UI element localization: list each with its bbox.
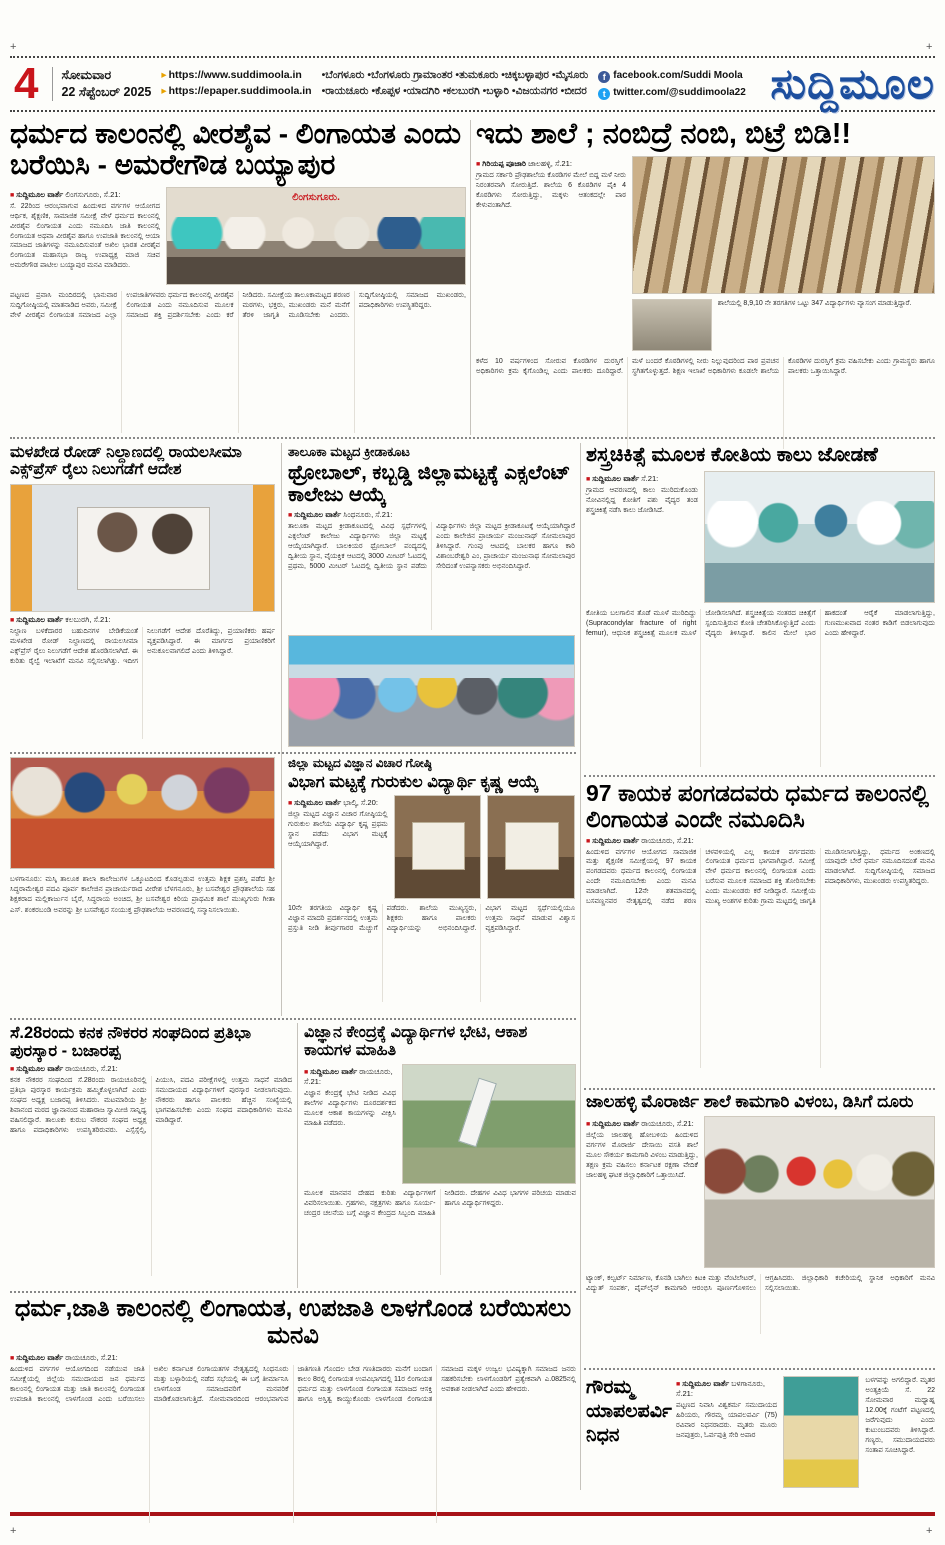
headline: ಇದು ಶಾಲೆ ; ನಂಬಿದ್ರೆ ನಂಬಿ, ಬಿಟ್ರೆ ಬಿಡಿ!! [476, 118, 852, 150]
byline: ■ ಸುದ್ದಿಮೂಲ ವಾರ್ತೆ ರಾಯಚೂರು, ಸೆ.21: [10, 1352, 118, 1362]
article-science-centre-visit [304, 1024, 576, 1275]
photo-veterinary-surgery [704, 471, 935, 603]
byline-bullet-icon: ■ [288, 800, 295, 808]
byline: ■ ಸುದ್ದಿಮೂಲ ವಾರ್ತೆ ಬಳಗಾನೂರು, ಸೆ.21: [676, 1379, 765, 1398]
kicker: ಜಿಲ್ಲಾ ಮಟ್ಟದ ವಿಜ್ಞಾನ ವಿಚಾರ ಗೋಷ್ಠಿ [288, 756, 432, 770]
byline-bullet-icon: ■ [10, 1065, 17, 1073]
crop-mark: + [926, 1525, 933, 1537]
photo-press-conference [166, 187, 466, 285]
photo-memorandum-submission [704, 1116, 935, 1268]
crop-mark: + [10, 1525, 17, 1537]
section-divider [10, 1291, 576, 1293]
url-bullet-icon: ▸ [161, 85, 167, 97]
headline: 97 ಕಾಯಕ ಪಂಗಡದವರು ಧರ್ಮದ ಕಾಲಂನಲ್ಲಿ ಲಿಂಗಾಯತ ಎಂದೇ ನಮೂದಿಸಿ [586, 780, 929, 832]
headline: ಜಾಲಹಳ್ಳಿ ಮೊರಾರ್ಜಿ ಶಾಲೆ ಕಾಮಗಾರಿ ವಿಳಂಬ, ಡಿಸಿಗೆ ದೂರು [586, 1092, 914, 1111]
date-block [52, 67, 151, 101]
article-college-sports [288, 444, 575, 747]
column-divider [281, 443, 282, 1016]
article-monkey-surgery [586, 444, 935, 767]
section-divider [10, 752, 576, 754]
article-obituary [586, 1376, 935, 1488]
byline: ■ ಗಿರಿಯಪ್ಪ ಪೂಜಾರಿ ಜಾಲಹಳ್ಳಿ, ಸೆ.21: [476, 159, 572, 169]
article-body-continued: ಪಟ್ಟಣದ ಪ್ರವಾಸಿ ಮಂದಿರದಲ್ಲಿ ಭಾನುವಾರ ಸುದ್ದಿಗೋಷ್ಠಿಯಲ್ಲಿ ಮಾತನಾಡಿದ ಅವರು, ಸಮೀಕ್ಷೆ ವೇಳೆ ವೀರಶೈವ ಲಿಂಗಾಯತ ಸಮಾಜದ ಎಲ್ಲಾ ಉಪಜಾತಿಗಳವರು ಧರ್ಮದ ಕಾಲಂನಲ್ಲಿ ವೀರಶೈವ ಲಿಂಗಾಯತ ಎಂದು ನಮೂದಿಸುವ ಮೂಲಕ ಸಮಾಜದ ಶಕ್ತಿ ಪ್ರದರ್ಶಿಸಬೇಕು ಎಂದು ಕರೆ ನೀಡಿದರು. ಸಮೀಕ್ಷೆಯ ತಾಲೂಕಾಮಟ್ಟದ ಶರಣರ ಮಠಗಳು, ಭಕ್ತರು, ಮುಖಂಡರು ಮನೆ ಮನೆಗೆ ತೆರಳಿ ಜಾಗೃತಿ ಮೂಡಿಸಬೇಕು ಎಂದರು. ಸುದ್ದಿಗೋಷ್ಠಿಯಲ್ಲಿ ಸಮಾಜದ ಮುಖಂಡರು, ಪದಾಧಿಕಾರಿಗಳು ಉಪಸ್ಥಿತರಿದ್ದರು. [10, 291, 466, 319]
byline-bullet-icon: ■ [586, 1121, 593, 1129]
section-divider [584, 1368, 935, 1370]
byline-bullet-icon: ■ [288, 511, 295, 519]
byline: ■ ಸುದ್ದಿಮೂಲ ವಾರ್ತೆ ರಾಯಚೂರು, ಸೆ.21: [10, 1063, 118, 1073]
article-body-continued: ಬಳಗವನ್ನು ಅಗಲಿದ್ದಾರೆ. ಮೃತರ ಅಂತ್ಯಕ್ರಿಯೆ ಸೆ. 22 ಸೋಮವಾರ ಮಧ್ಯಾಹ್ನ 12.00ಕ್ಕೆ ಗಂಟೆಗೆ ಪಟ್ಟಣದಲ್ಲಿ ಜರೆಗುವುದು ಎಂದು ಕುಟುಂಬದವರು ತಿಳಿಸಿದ್ದಾರೆ. ಗಣ್ಯರು, ಸಮುದಾಯದವರು ಸಂತಾಪ ಸೂಚಿಸಿದ್ದಾರೆ. [865, 1377, 935, 1454]
article-body: ಪಟ್ಟಣದ ನಿವಾಸಿ ವಿಶ್ವಕರ್ಮ ಸಮುದಾಯದ ಹಿರಿಯರು, ಗೌರಮ್ಮ ಯಾಪಲಪರ್ವಿ (75) ರವಿವಾರ ನಿಧನರಾದರು. ಮೃತರು ಮೂರು ಜನಪುತ್ರರು, ಓರ್ವಪುತ್ರಿ ಸೇರಿ ಅಪಾರ [676, 1402, 778, 1439]
column-divider [470, 120, 471, 435]
article-lalagonda-request [10, 1296, 576, 1523]
cities-line1: •ಬೆಂಗಳೂರು •ಬೆಂಗಳೂರು ಗ್ರಾಮಾಂತರ •ತುಮಕೂರು •ಚಿಕ್ಕಬಳ್ಳಾಪುರ •ಮೈಸೂರು [321, 69, 589, 82]
byline-bullet-icon: ■ [10, 191, 17, 199]
social-block [598, 67, 746, 101]
article-body-continued: ಟ್ಯಾಂಕ್, ಕಲ್ವರ್ಟ್ ನಿರ್ಮಾಣ, ಕೊನಡಿ ಬಾಗಿಲು ಕಿಟಕಿ ಮತ್ತು ವೆಂಟಿಲೇಟರ್, ವಿದ್ಯುತ್ ಸಂಪರ್ಕ, ಪೈಪ್‌ಲೈನ್ ಕಾಮಗಾರಿ ಆರಂಭಿಸಿ ಪೂರ್ಣಗೊಳಿಸಲು ಆಗ್ರಹಿಸಿದರು. ಜಿಲ್ಲಾಧಿಕಾರಿ ಕಚೇರಿಯಲ್ಲಿ ಸ್ಥಾನಿಕ ಅಧಿಕಾರಿಗೆ ಮನವಿ ಸಲ್ಲಿಸಲಾಯಿತು. [586, 1275, 935, 1292]
article-kanaka-award [10, 1024, 292, 1276]
byline: ■ ಸುದ್ದಿಮೂಲ ವಾರ್ತೆ ಲಿಂಗಸುಗೂರು, ಸೆ.21: [10, 189, 121, 199]
byline: ■ ಸುದ್ದಿಮೂಲ ವಾರ್ತೆ ಭಾಲ್ಕಿ, ಸೆ.20: [288, 798, 378, 808]
byline: ■ ಸುದ್ದಿಮೂಲ ವಾರ್ತೆ ಸೆ.21: [586, 474, 659, 484]
section-divider [584, 775, 935, 777]
article-body: ವಿಜ್ಞಾನ ಕೇಂದ್ರಕ್ಕೆ ಭೇಟಿ ನೀಡಿದ ವಿವಿಧ ಶಾಲೆಗಳ ವಿದ್ಯಾರ್ಥಿಗಳು ದೂರದರ್ಶಕದ ಮೂಲಕ ಆಕಾಶ ಕಾಯಗಳನ್ನು ವೀಕ್ಷಿಸಿ ಮಾಹಿತಿ ಪಡೆದರು. [304, 1089, 396, 1127]
headline: ಥ್ರೋಬಾಲ್, ಕಬ್ಬಡ್ಡಿ ಜಿಲ್ಲಾಮಟ್ಟಕ್ಕೆ ಎಕ್ಸಲೆಂಟ್ ಕಾಲೇಜು ಆಯ್ಕೆ [288, 462, 571, 507]
photo-location-label: ಲಿಂಗಸುಗೂರು. [292, 191, 340, 203]
photo-trophy-team [288, 635, 575, 747]
website-url: ▸ https://www.suddimoola.in [161, 69, 302, 82]
byline-bullet-icon: ■ [10, 616, 17, 624]
photo-school-inset [632, 299, 712, 351]
article-body: ಜಿಲ್ಲೆಯ ಜಾಲಹಳ್ಳಿ ಹೋಬಳಿಯ ಹಿಂದುಳಿದ ವರ್ಗಗಳ ಮೊರಾರ್ಜಿ ದೇಸಾಯಿ ವಸತಿ ಶಾಲೆ ಮೂಲ ಸೌಕರ್ಯ ಕಾಮಗಾರಿ ವಿಳಂಬ ಮಾಡುತ್ತಿದ್ದು, ತಕ್ಷಣ ಕ್ರಮ ವಹಿಸಲು ಕರ್ನಾಟಕ ರಕ್ಷಣಾ ವೇದಿಕೆ ಜಾಲಹಳ್ಳಿ ಘಟಕ ಜಿಲ್ಲಾಧಿಕಾರಿಗೆ ಒತ್ತಾಯಿಸಿದೆ. [586, 1132, 698, 1179]
photo-felicitation-event [10, 757, 275, 869]
article-body: ಸೆ. 22ರಿಂದ ಆರಂಭವಾಗುವ ಹಿಂದುಳಿದ ವರ್ಗಗಳ ಆಯೋಗದ ಆರ್ಥಿಕ, ಶೈಕ್ಷಣಿಕ, ಸಾಮಾಜಿಕ ಸಮೀಕ್ಷೆ ವೇಳೆ ಧರ್ಮದ ಕಾಲಂನಲ್ಲಿ ವೀರಶೈವ ಲಿಂಗಾಯತ ಎಂದು ನಮೂದಿಸಿ ಜಾತಿ ಕಾಲಂನಲ್ಲಿ ಲಿಂಗಾಯತ ಅಥವಾ ವೀರಶೈವ ಹಾಗೂ ಉಪಜಾತಿ ಕಾಲಂನಲ್ಲಿ ಆಯಾ ಸಮಾಜದ ಜಾತಿಗಳನ್ನು ನಮೂದಿಸುವಂತೆ ಅಖಿಲ ಭಾರತ ವೀರಶೈವ ಲಿಂಗಾಯತ ಮಹಾಸಭಾ ರಾಜ್ಯ ಉಪಾಧ್ಯಕ್ಷ ಮಾಜಿ ಸಚಿವ ಅಮರೇಗೌಡ ಪಾಟೀಲ ಬಯ್ಯಾಪುರ ಮನವಿ ಮಾಡಿದರು. [10, 202, 160, 270]
section-divider [584, 1088, 935, 1090]
byline: ■ ಸುದ್ದಿಮೂಲ ವಾರ್ತೆ ಕಲಬುರಗಿ, ಸೆ.21: [10, 614, 111, 624]
article-body-continued: ಕೋತಿಯ ಬಲಗಾಲಿನ ತೊಡೆ ಮೂಳೆ ಮುರಿದಿದ್ದು (Supracondylar fracture of right femur), ಆಧುನಿಕ ಶಸ್ತ್ರಚಿಕಿತ್ಸೆ ಮೂಲಕ ಮೂಳೆ ಜೋಡಿಸಲಾಗಿದೆ. ಶಸ್ತ್ರಚಿಕಿತ್ಸೆಯ ನಂತರದ ಚಿಕಿತ್ಸೆಗೆ ಸ್ಪಂದಿಸುತ್ತಿರುವ ಕೋತಿ ಚೇತರಿಸಿಕೊಳ್ಳುತ್ತಿದೆ ಎಂದು ವೈದ್ಯರು ತಿಳಿಸಿದ್ದಾರೆ. ಕಾಲಿನ ಮೇಲೆ ಭಾರ ಹಾಕದಂತೆ ಆರೈಕೆ ಮಾಡಲಾಗುತ್ತಿದ್ದು, ಗುಣಮುಖವಾದ ನಂತರ ಕಾಡಿಗೆ ಬಿಡಲಾಗುವುದು ಎಂದು ಹೇಳಿದ್ದಾರೆ. [586, 610, 935, 638]
article-gurukul-student [288, 756, 575, 1002]
photo-deceased-portrait [783, 1376, 859, 1488]
article-body: ಕನಕ ನೌಕರರ ಸಂಘದಿಂದ ಸೆ.28ರಂದು ರಾಯಚೂರಿನಲ್ಲಿ ಪ್ರತಿಭಾ ಪುರಸ್ಕಾರ ಕಾರ್ಯಕ್ರಮ ಹಮ್ಮಿಕೊಳ್ಳಲಾಗಿದೆ ಎಂದು ಸಂಘದ ಅಧ್ಯಕ್ಷ ಬಜಾರಪ್ಪ ತಿಳಿಸಿದರು. ಮಟಮಾರಿಯ ಶ್ರೀ ಶಿವಾನಂದ ಮಠದ ಜ್ಞಾನಾನಂದ ಮಹಾರಾಜ ಸ್ವಾಮೀಜಿ ಸಾನ್ನಿಧ್ಯ ವಹಿಸಲಿದ್ದಾರೆ. ತಾಲೂಕು ಕುರುಬ ನೌಕರರ ಸಂಘದ ಅಧ್ಯಕ್ಷ ಹಾಗೂ ಪದಾಧಿಕಾರಿಗಳು ಉಪಸ್ಥಿತರಿರುವರು. ಎಸ್ಸೆಸ್ಸೆಲ್ಸಿ, ಪಿಯುಸಿ, ಪದವಿ ಪರೀಕ್ಷೆಗಳಲ್ಲಿ ಉತ್ತಮ ಸಾಧನೆ ಮಾಡಿದ ಸಮುದಾಯದ ವಿದ್ಯಾರ್ಥಿಗಳಿಗೆ ಪುರಸ್ಕಾರ ನೀಡಲಾಗುವುದು. ನೌಕರರು ಹಾಗೂ ಪಾಲಕರು ಹೆಚ್ಚಿನ ಸಂಖ್ಯೆಯಲ್ಲಿ ಭಾಗವಹಿಸಬೇಕು ಎಂದು ಸಂಘದ ಪದಾಧಿಕಾರಿಗಳು ಮನವಿ ಮಾಡಿದ್ದಾರೆ. [10, 1076, 292, 1134]
facebook-handle: f facebook.com/Suddi Moola [598, 67, 746, 84]
edition-cities [322, 68, 589, 100]
date-label: 22 ಸೆಪ್ಟೆಂಬರ್ 2025 [61, 85, 152, 99]
headline: ಸೆ.28ರಂದು ಕನಕ ನೌಕರರ ಸಂಘದಿಂದ ಪ್ರತಿಭಾ ಪುರಸ್ಕಾರ - ಬಜಾರಪ್ಪ [10, 1024, 252, 1061]
photo-certificate-award-2 [487, 795, 575, 899]
article-body: ಹಿಂದುಳಿದ ವರ್ಗಗಳ ಆಯೋಗದ ಸಾಮಾಜಿಕ ಮತ್ತು ಶೈಕ್ಷಣಿಕ ಸಮೀಕ್ಷೆಯಲ್ಲಿ 97 ಕಾಯಕ ಪಂಗಡದವರು ಧರ್ಮದ ಕಾಲಂನಲ್ಲಿ ಲಿಂಗಾಯತ ಎಂದೇ ನಮೂದಿಸಬೇಕು ಎಂದು ಮನವಿ ಮಾಡಲಾಗಿದೆ. 12ನೇ ಶತಮಾನದಲ್ಲಿ ಬಸವಣ್ಣನವರ ನೇತೃತ್ವದಲ್ಲಿ ನಡೆದ ಶರಣ ಚಳವಳಿಯಲ್ಲಿ ಎಲ್ಲ ಕಾಯಕ ವರ್ಗದವರು ಲಿಂಗಾಯತ ಧರ್ಮದ ಭಾಗವಾಗಿದ್ದಾರೆ. ಸಮೀಕ್ಷೆ ವೇಳೆ ಧರ್ಮದ ಕಾಲಂನಲ್ಲಿ ಲಿಂಗಾಯತ ಎಂದು ಬರೆಸುವ ಮೂಲಕ ಸಮಾಜದ ಶಕ್ತಿ ತೋರಿಸಬೇಕು ಎಂದು ಮುಖಂಡರು ಕರೆ ನೀಡಿದ್ದಾರೆ. ಸಮೀಕ್ಷೆಯ ಮುಖ್ಯ ಅಂಶಗಳ ಕುರಿತು ಗ್ರಾಮ ಮಟ್ಟದಲ್ಲಿ ಜಾಗೃತಿ ಮೂಡಿಸಲಾಗುತ್ತಿದ್ದು, ಧರ್ಮದ ಅಂಕಣದಲ್ಲಿ ಯಾವುದೇ ಬೇರೆ ಧರ್ಮ ನಮೂದಿಸದಂತೆ ಮನವಿ ಮಾಡಲಾಗಿದೆ. ಸುದ್ದಿಗೋಷ್ಠಿಯಲ್ಲಿ ಸಮಾಜದ ಪದಾಧಿಕಾರಿಗಳು, ಮುಖಂಡರು ಉಪಸ್ಥಿತರಿದ್ದರು. [586, 848, 935, 906]
headline: ವಿಜ್ಞಾನ ಕೇಂದ್ರಕ್ಕೆ ವಿದ್ಯಾರ್ಥಿಗಳ ಭೇಟಿ, ಆಕಾಶ ಕಾಯಗಳ ಮಾಹಿತಿ [304, 1024, 528, 1059]
article-body: ತಾಲೂಕಾ ಮಟ್ಟದ ಕ್ರೀಡಾಕೂಟದಲ್ಲಿ ವಿವಿಧ ಸ್ಪರ್ಧೆಗಳಲ್ಲಿ ಎಕ್ಸಲೆಂಟ್ ಕಾಲೇಜು ವಿದ್ಯಾರ್ಥಿಗಳು ಜಿಲ್ಲಾ ಮಟ್ಟಕ್ಕೆ ಆಯ್ಕೆಯಾಗಿದ್ದಾರೆ. ಬಾಲಕಿಯರ ಥ್ರೋಬಾಲ್ ಪಂದ್ಯದಲ್ಲಿ ದ್ವಿತೀಯ ಸ್ಥಾನ, ವೈಯಕ್ತಿಕ ಆಟದಲ್ಲಿ 3000 ಮೀಟರ್ ಓಟದಲ್ಲಿ ಪ್ರಥಮ, 5000 ಮೀಟರ್ ಓಟದಲ್ಲಿ ದ್ವಿತೀಯ ಸ್ಥಾನ ಪಡೆದು ವಿದ್ಯಾರ್ಥಿಗಳು ಜಿಲ್ಲಾ ಮಟ್ಟದ ಕ್ರೀಡಾಕೂಟಕ್ಕೆ ಆಯ್ಕೆಯಾಗಿದ್ದಾರೆ ಎಂದು ಕಾಲೇಜಿನ ಪ್ರಾಚಾರ್ಯ ಮಂಜುನಾಥ್ ಸೋಮಲಾಪುರ ತಿಳಿಸಿದ್ದಾರೆ. ಗುಂಪು ಆಟದಲ್ಲಿ ಬಾಲಕರ ಹಾಗೂ ಕಾರಿ ವಿಶಾಂಬರೇಶ್ವರಿ ಎಂ, ಪ್ರಾಚಾರ್ಯ ಮಂಜುನಾಥ ಸೋಮಲಾಪುರ ಸೇರಿದಂತೆ ಉಪನ್ಯಾಸಕರು ಅಭಿನಂದಿಸಿದ್ದಾರೆ. [288, 522, 575, 570]
url-bullet-icon: ▸ [161, 69, 167, 82]
article-body: ಗ್ರಾಮದ ಆವರಣದಲ್ಲಿ ಕಾಲು ಮುರಿದುಕೊಂಡು ನೋವಿನಲ್ಲಿದ್ದ ಕೋತಿಗೆ ಪಶು ವೈದ್ಯರ ತಂಡ ಶಸ್ತ್ರಚಿಕಿತ್ಸೆ ನಡೆಸಿ ಕಾಲು ಜೋಡಿಸಿದೆ. [586, 487, 698, 515]
twitter-handle: t twitter.com/@suddimoola22 [598, 84, 746, 101]
column-divider [297, 1023, 298, 1288]
headline: ಮಳಖೇಡ ರೋಡ್ ನಿಲ್ದಾಣದಲ್ಲಿ ರಾಯಲಸೀಮಾ ಎಕ್ಸ್‌ಪ್ರೆಸ್ ರೈಲು ನಿಲುಗಡೆಗೆ ಆದೇಶ [10, 444, 242, 479]
cities-line2: •ರಾಯಚೂರು •ಕೊಪ್ಪಳ •ಯಾದಗಿರಿ •ಕಲಬುರಗಿ •ಬಳ್ಳಾರಿ •ವಿಜಯನಗರ •ಬೀದರ [321, 85, 587, 97]
crop-mark: + [926, 41, 933, 53]
photo-damaged-roof [632, 156, 935, 294]
byline-bullet-icon: ■ [586, 476, 593, 484]
photo-document-handover [10, 484, 275, 612]
day-label: ಸೋಮವಾರ [61, 68, 112, 83]
article-body-continued: ಕಳೆದ 10 ವರ್ಷಗಳಿಂದ ಸೋರುವ ಕೊಠಡಿಗಳ ದುರಸ್ತಿಗೆ ಅಧಿಕಾರಿಗಳು ಕ್ರಮ ಕೈಗೊಂಡಿಲ್ಲ ಎಂದು ಪಾಲಕರು ದೂರಿದ್ದಾರೆ. ಮಳೆ ಬಂದರೆ ಕೊಠಡಿಗಳಲ್ಲಿ ನೀರು ನಿಲ್ಲುವುದರಿಂದ ಪಾಠ ಪ್ರವಚನ ಸ್ಥಗಿತಗೊಳ್ಳುತ್ತದೆ. ಶಿಕ್ಷಣ ಇಲಾಖೆ ಅಧಿಕಾರಿಗಳು ಕೂಡಲೇ ಶಾಲೆಯ ಕೊಠಡಿಗಳ ದುರಸ್ತಿಗೆ ಕ್ರಮ ವಹಿಸಬೇಕು ಎಂದು ಗ್ರಾಮಸ್ಥರು ಹಾಗೂ ಪಾಲಕರು ಒತ್ತಾಯಿಸಿದ್ದಾರೆ. [476, 358, 935, 376]
headline: ಗೌರಮ್ಮ ಯಾಪಲಪರ್ವಿ ನಿಧನ [586, 1377, 672, 1446]
article-body: ಗ್ರಾಮದ ಸರ್ಕಾರಿ ಪ್ರೌಢಶಾಲೆಯ ಕೊಠಡಿಗಳ ಮೇಲೆ ಬಿದ್ದ ಮಳೆ ನೀರು ನಿರಂತರವಾಗಿ ಸೋರುತ್ತಿದೆ. ಶಾಲೆಯ 6 ಕೊಠಡಿಗಳ ಪೈಕಿ 4 ಕೊಠಡಿಗಳು ಸೋರುತ್ತಿದ್ದು, ಮಕ್ಕಳು ಆತಂಕದಲ್ಲೇ ಪಾಠ ಕೇಳುವಂತಾಗಿದೆ. [476, 172, 626, 210]
article-body: ಹಿಂದುಳಿದ ವರ್ಗಗಳ ಆಯೋಗದಿಂದ ನಡೆಯುವ ಜಾತಿ ಸಮೀಕ್ಷೆಯಲ್ಲಿ ಜಿಲ್ಲೆಯ ಸಮುದಾಯದ ಜನ ಧರ್ಮದ ಕಾಲಂನಲ್ಲಿ ಲಿಂಗಾಯತ ಮತ್ತು ಜಾತಿ ಕಾಲಂನಲ್ಲಿ ಲಿಂಗಾಯತ ಉಪಜಾತಿ ಕಾಲಂನಲ್ಲಿ ಲಾಳಗೊಂಡ ಎಂದು ಬರೆಯಿಸಲು ಅಖಿಲ ಕರ್ನಾಟಕ ಲಿಂಗಾಯತಗಳ ನೇತೃತ್ವದಲ್ಲಿ ಸಿಂಧನೂರು ಮತ್ತು ಬಳ್ಳಾರಿಯಲ್ಲಿ ನಡೆದ ಸಭೆಯಲ್ಲಿ ಈ ಬಗ್ಗೆ ತೀರ್ಮಾನಿಸಿ ಲಾಳಗೊಂಡ ಸಮಾಜದವರಿಗೆ ಮನವರಿಕೆ ಮಾಡಿಕೊಡಲಾಗುತ್ತಿದೆ. ಸೋಮವಾರದಿಂದ ಆರಂಭವಾಗುವ ಜಾತಿಗಣತಿ ಗೊಂದಲ ಬೇಡ ಗಣತಿದಾರರು ಮನೆಗೆ ಬಂದಾಗ ಕಾಲಂ 8ರಲ್ಲಿ ಲಿಂಗಾಯತ ಉಪವಿಭಾಗದಲ್ಲಿ 11ರ ಲಿಂಗಾಯತ ಧರ್ಮದ ಮತ್ತು ಲಾಳಗೊಂಡ ಲಿಂಗಾಯತ ಸಮಾಜದ ಆಸಕ್ತಿ ಹಾಗೂ ಅಸ್ತಿತ್ವ ಕಾಯ್ದುಕೊಂಡು ಲಾಳಗೊಂಡ ಲಿಂಗಾಯತ ಸಮಾಜದ ಮಕ್ಕಳ ಉಜ್ವಲ ಭವಿಷ್ಯಕ್ಕಾಗಿ ಸಮಾಜದ ಜನರು ಸಹಕರಿಸಬೇಕು ಲಾಳಗೊಂಡರಿಗೆ ಪ್ರತ್ಯೇಕವಾಗಿ ಎ.0825ನಲ್ಲಿ ಅವಕಾಶ ನೀಡಲಾಗಿದೆ ಎಂದು ಹೇಳಿದರು. [10, 1365, 576, 1403]
photonews-teacher-award [10, 757, 275, 915]
article-dharma-column [10, 118, 466, 433]
headline: ಶಸ್ತ್ರಚಿಕಿತ್ಸೆ ಮೂಲಕ ಕೋತಿಯ ಕಾಲು ಜೋಡಣೆ [586, 444, 878, 466]
byline-bullet-icon: ■ [586, 837, 593, 845]
byline-bullet-icon: ■ [10, 1354, 17, 1362]
byline: ■ ಸುದ್ದಿಮೂಲ ವಾರ್ತೆ ರಾಯಚೂರು, ಸೆ.21: [304, 1066, 393, 1086]
photo-telescope-students [402, 1064, 576, 1184]
headline: ಧರ್ಮದ ಕಾಲಂನಲ್ಲಿ ವೀರಶೈವ - ಲಿಂಗಾಯತ ಎಂದು ಬರೆಯಿಸಿ - ಅಮರೇಗೌಡ ಬಯ್ಯಾಪುರ [10, 118, 462, 181]
article-school-believe [476, 118, 935, 449]
byline-bullet-icon: ■ [476, 161, 483, 169]
photo-certificate-award-1 [394, 795, 482, 899]
byline: ■ ಸುದ್ದಿಮೂಲ ವಾರ್ತೆ ಸಿಂಧನೂರು, ಸೆ.21: [288, 509, 393, 519]
newspaper-logo: ಸುದ್ದಿಮೂಲ [770, 59, 935, 107]
byline-bullet-icon: ■ [304, 1068, 311, 1076]
facebook-icon: f [598, 71, 610, 83]
article-kayaka-97 [586, 781, 935, 1068]
article-morarji-school [586, 1092, 935, 1334]
epaper-url: ▸ https://epaper.suddimoola.in [161, 85, 312, 97]
headline: ವಿಭಾಗ ಮಟ್ಟಕ್ಕೆ ಗುರುಕುಲ ವಿದ್ಯಾರ್ಥಿ ಕೃಷ್ಣ ಆಯ್ಕೆ [288, 773, 539, 791]
masthead [10, 56, 935, 112]
page-number: 4 [14, 59, 39, 109]
byline-bullet-icon: ■ [676, 1381, 683, 1388]
article-body-continued: ಮೂಲಕ ಮಾನವನ ದೇಹದ ಕುರಿತು ವಿದ್ಯಾರ್ಥಿಗಳಿಗೆ ವಿವರಿಸಲಾಯಿತು. ಗ್ರಹಗಳು, ನಕ್ಷತ್ರಗಳು ಹಾಗೂ ಸೂರ್ಯ-ಚಂದ್ರರ ಚಲನೆಯ ಬಗ್ಗೆ ವಿಜ್ಞಾನ ಕೇಂದ್ರದ ಸಿಬ್ಬಂದಿ ಮಾಹಿತಿ ನೀಡಿದರು. ದೇಹಗಳ ವಿವಿಧ ಭಾಗಗಳ ಪರಿಚಯ ಮಾಡುವ ಹಾಗೂ ವಿದ್ಯಾರ್ಥಿಗಳಿದ್ದರು. [304, 1189, 576, 1217]
article-body: ಶಾಲೆಯಲ್ಲಿ 8,9,10 ನೇ ತರಗತಿಗಳ ಒಟ್ಟು 347 ವಿದ್ಯಾರ್ಥಿಗಳು ವ್ಯಾಸಂಗ ಮಾಡುತ್ತಿದ್ದಾರೆ. [717, 300, 912, 308]
article-railway-stop [10, 444, 275, 739]
byline: ■ ಸುದ್ದಿಮೂಲ ವಾರ್ತೆ ರಾಯಚೂರು, ಸೆ.21: [586, 1119, 694, 1129]
article-body-continued: 10ನೇ ತರಗತಿಯ ವಿದ್ಯಾರ್ಥಿ ಕೃಷ್ಣ ವಿಜ್ಞಾನ ಮಾದರಿ ಪ್ರದರ್ಶನದಲ್ಲಿ ಉತ್ತಮ ಪ್ರಸ್ತುತಿ ನೀಡಿ ತೀರ್ಪುಗಾರರ ಮೆಚ್ಚುಗೆ ಪಡೆದರು. ಶಾಲೆಯ ಮುಖ್ಯಸ್ಥರು, ಶಿಕ್ಷಕರು ಹಾಗೂ ಪಾಲಕರು ವಿದ್ಯಾರ್ಥಿಯನ್ನು ಅಭಿನಂದಿಸಿದ್ದಾರೆ. ವಿಭಾಗ ಮಟ್ಟದ ಸ್ಪರ್ಧೆಯಲ್ಲಿಯೂ ಉತ್ತಮ ಸಾಧನೆ ಮಾಡುವ ವಿಶ್ವಾಸ ವ್ಯಕ್ತಪಡಿಸಿದ್ದಾರೆ. [288, 905, 575, 933]
crop-mark: + [10, 41, 17, 53]
byline: ■ ಸುದ್ದಿಮೂಲ ವಾರ್ತೆ ರಾಯಚೂರು, ಸೆ.21: [586, 835, 694, 845]
article-body: ನಿಲ್ದಾಣ ಬಳಕೆದಾರರ ಬಹುದಿನಗಳ ಬೇಡಿಕೆಯಂತೆ ಮಳಖೇಡ ರೋಡ್ ನಿಲ್ದಾಣದಲ್ಲಿ ರಾಯಲಸೀಮಾ ಎಕ್ಸ್‌ಪ್ರೆಸ್ ರೈಲು ನಿಲುಗಡೆಗೆ ಆದೇಶ ಹೊರಡಿಸಲಾಗಿದೆ. ಈ ಕುರಿತು ರೈಲ್ವೆ ಇಲಾಖೆಗೆ ಮನವಿ ಸಲ್ಲಿಸಲಾಗಿತ್ತು. ಇದೀಗ ನಿಲುಗಡೆಗೆ ಆದೇಶ ದೊರೆತಿದ್ದು, ಪ್ರಯಾಣಿಕರು ಹರ್ಷ ವ್ಯಕ್ತಪಡಿಸಿದ್ದಾರೆ. ಈ ಮಾರ್ಗದ ಪ್ರಯಾಣಿಕರಿಗೆ ಅನುಕೂಲವಾಗಲಿದೆ ಎಂದು ತಿಳಿಸಿದ್ದಾರೆ. [10, 627, 275, 665]
url-block [161, 68, 311, 100]
kicker: ತಾಲೂಕಾ ಮಟ್ಟದ ಕ್ರೀಡಾಕೂಟ [288, 444, 410, 459]
headline: ಧರ್ಮ,ಜಾತಿ ಕಾಲಂನಲ್ಲಿ ಲಿಂಗಾಯತ, ಉಪಜಾತಿ ಲಾಳಗೊಂಡ ಬರೆಯಿಸಲು ಮನವಿ [14, 1295, 572, 1349]
twitter-icon: t [598, 88, 610, 100]
section-divider [10, 1018, 576, 1020]
photo-caption: ಬಳಗಾನೂರು: ಮಸ್ಕಿ ತಾಲೂಕ ಶಾಲಾ ಕಾಲೇಜುಗಳ ಒಕ್ಕೂಟದಿಂದ ಕೊಡಲ್ಪಡುವ ಉತ್ತಮ ಶಿಕ್ಷಕ ಪ್ರಶಸ್ತಿ ಪಡೆದ ಶ್ರೀ ಸಿದ್ಧರಾಮೇಶ್ವರ ಪದವಿ ಪೂರ್ವ ಕಾಲೇಜಿನ ಪ್ರಾಚಾರ್ಯರಾದ ವೀರೇಶ ಬೆಳಗನೂರು, ಶ್ರೀ ಬಸವೇಶ್ವರ ಪ್ರೌಢಶಾಲೆಯ ಸಹ ಶಿಕ್ಷಕರಾದ ಮಲ್ಲಿಕಾರ್ಜುನ ಬೈರೆ, ಸಿದ್ಧರಾಯ ಅಂಚಿದ, ಶ್ರೀ ಬಸವೇಶ್ವರ ಕಿರಿಯ ಪ್ರಾಥಮಿಕ ಶಾಲೆ ಮುಖ್ಯಗುರು ಗೀತಾ ಎಸ್. ಶಂಕರಬಂಡಿ ಅವರನ್ನು ಶ್ರೀ ಬಸವೇಶ್ವರ ಸಂಯುಕ್ತ ಪ್ರೌಢಶಾಲೆಯ ಆವರಣದಲ್ಲಿ ಸನ್ಮಾನಿಸಲಾಯಿತು. [10, 874, 275, 914]
article-body: ಜಿಲ್ಲಾ ಮಟ್ಟದ ವಿಜ್ಞಾನ ವಿಚಾರ ಗೋಷ್ಠಿಯಲ್ಲಿ ಗುರುಕುಲ ಶಾಲೆಯ ವಿದ್ಯಾರ್ಥಿ ಕೃಷ್ಣ ಪ್ರಥಮ ಸ್ಥಾನ ಪಡೆದು ವಿಭಾಗ ಮಟ್ಟಕ್ಕೆ ಆಯ್ಕೆಯಾಗಿದ್ದಾರೆ. [288, 811, 388, 849]
column-divider [580, 443, 581, 1490]
